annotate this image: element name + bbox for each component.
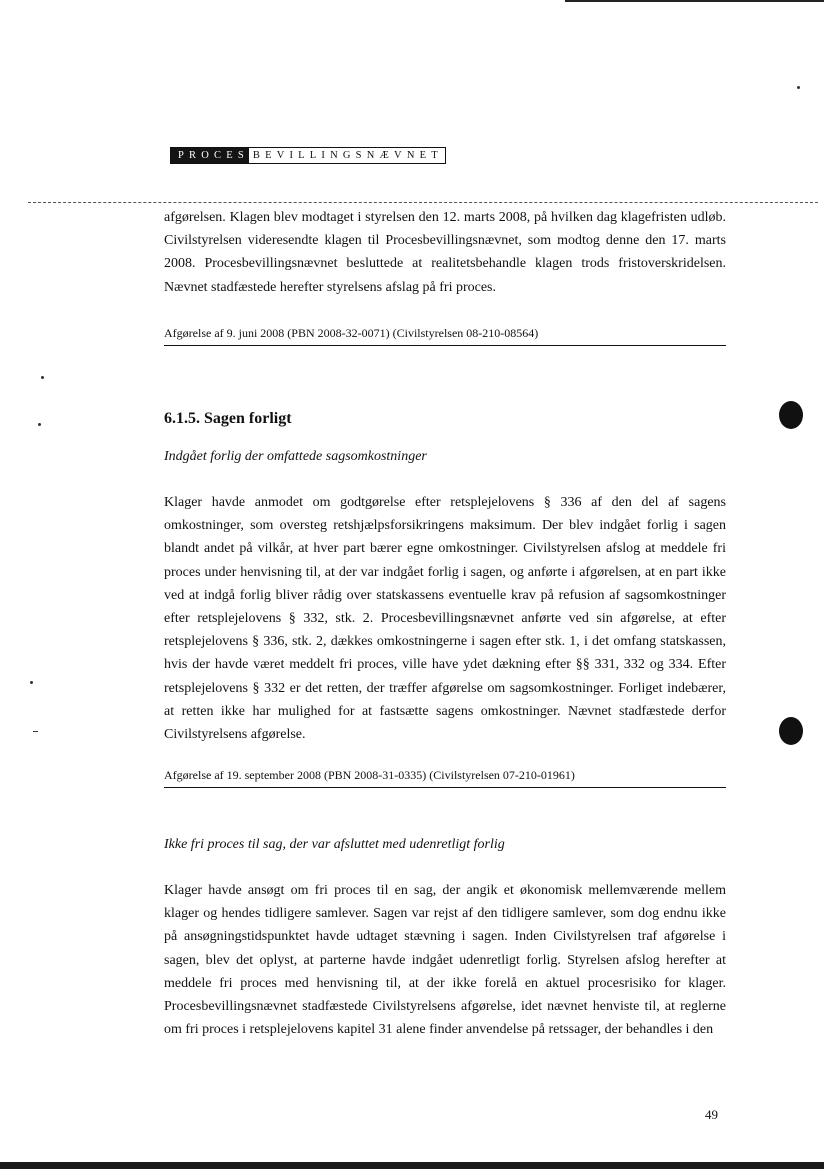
page-number: 49	[705, 1107, 718, 1122]
scan-speck	[30, 681, 33, 684]
scan-speck	[41, 376, 44, 379]
scan-speck	[38, 423, 41, 426]
case-1-title: Indgået forlig der omfattede sagsomkostninger	[164, 449, 427, 464]
case-1-body: Klager havde anmodet om godtgørelse efter retsplejelovens § 336 af den del af sagens omkostninger, som oversteg retshjælpsforsikringens maksimum. Der blev indgået forlig i sagen blandt andet på vilkår, at hver part bærer egne omkostninger. Civilstyrelsen afslog at meddele fri proces under henvisning til, at der var indgået forlig i sagen, og anførte i afgørelsen, at en part ikke ved at indgå forlig bliver rådig over statskassens eventuelle krav på refusion af sagsomkostninger efter retsplejelovens § 332, stk. 2. Procesbevillingsnævnet anførte ved sin afgørelse, at efter retsplejelovens § 336, stk. 2, dækkes omkostningerne i sagen efter stk. 1, i det omfang statskassen, hvis der havde været meddelt fri proces, ville have ydet dækning efter §§ 331, 332 og 334. Efter retsplejelovens § 332 er det retten, der træffer afgørelse om sagsomkostninger. Forliget indebærer, at retten ikke har mulighed for at fastsætte sagens omkostninger. Nævnet stadfæstede derfor Civilstyrelsens afgørelse.	[164, 495, 726, 743]
bottom-scan-edge	[0, 1162, 824, 1169]
punch-hole-top	[779, 401, 803, 429]
punch-hole-bottom	[779, 717, 803, 745]
case-2-body: Klager havde ansøgt om fri proces til en sag, der angik et økonomisk mellemværende mellem klager og hendes tidligere samlever. Sagen var rejst af den tidligere samlever, som dog endnu ikke på ansøgningstidspunktet havde udtaget stævning i sagen. Inden Civilstyrelsen traf afgørelse i sagen, blev det oplyst, at parterne havde indgået udenretligt forlig. Styrelsen afslog herefter at meddele fri proces med henvisning til, at der ikke forelå en aktuel procesrisiko for klager. Procesbevillingsnævnet stadfæstede Civilstyrelsens afgørelse, idet nævnet henviste til, at reglerne om fri proces i retsplejelovens kapitel 31 alene finder anvendelse på retssager, der behandles i den	[164, 883, 726, 1038]
logo-dark-part: PROCES	[171, 148, 249, 163]
intro-paragraph: afgørelsen. Klagen blev modtaget i styrelsen den 12. marts 2008, på hvilken dag klagefristen udløb. Civilstyrelsen videresendte klagen til Procesbevillingsnævnet, som modtog denne den 17. marts 2008. Procesbevillingsnævnet besluttede at realitetsbehandle klagen trods fristoverskridelsen. Nævnet stadfæstede herefter styrelsens afslag på fri proces.	[164, 210, 726, 295]
header-divider	[28, 202, 818, 203]
decision-reference-2: Afgørelse af 19. september 2008 (PBN 2008-31-0335) (Civilstyrelsen 07-210-01961)	[164, 768, 726, 788]
scan-speck	[797, 86, 800, 89]
decision-reference-1: Afgørelse af 9. juni 2008 (PBN 2008-32-0071) (Civilstyrelsen 08-210-08564)	[164, 326, 726, 346]
pbn-logo	[170, 147, 446, 164]
section-heading: 6.1.5. Sagen forligt	[164, 410, 292, 427]
scan-speck	[33, 731, 38, 732]
top-scan-edge	[565, 0, 824, 2]
case-2-title: Ikke fri proces til sag, der var afsluttet med udenretligt forlig	[164, 837, 505, 852]
logo-light-part: BEVILLINGSNÆVNET	[249, 148, 445, 163]
